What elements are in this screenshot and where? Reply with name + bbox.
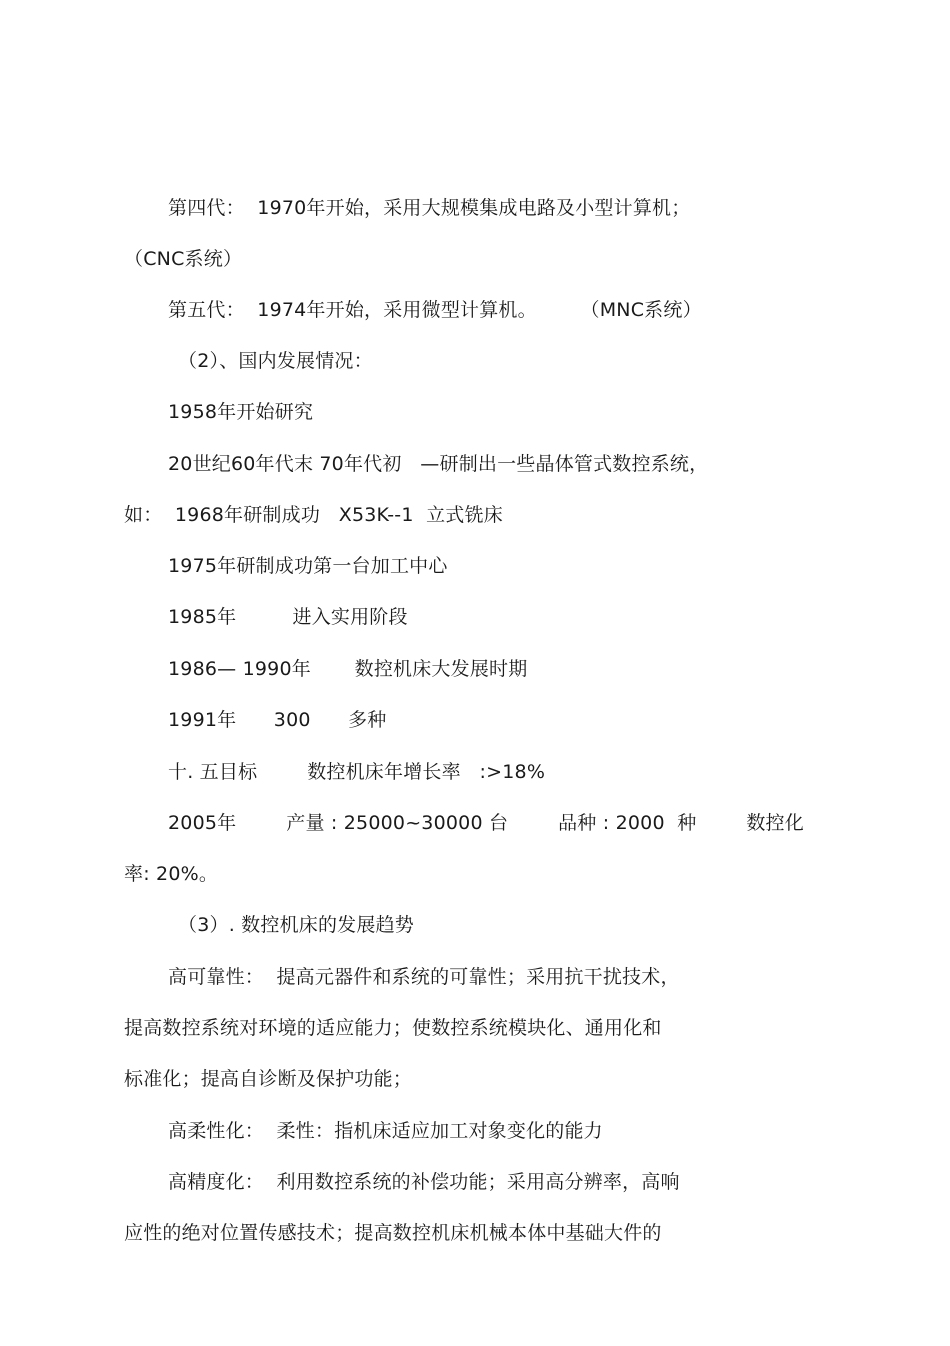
text-line-reliability: 高可靠性： 提高元器件和系统的可靠性；采用抗干扰技术， — [168, 966, 680, 988]
text-line-flexibility: 高柔性化： 柔性：指机床适应加工对象变化的能力 — [168, 1120, 603, 1142]
text-line-fifth-generation: 第五代： 1974年开始，采用微型计算机。 （MNC系统） — [168, 299, 702, 321]
text-line-1986-1990: 1986— 1990年 数控机床大发展时期 — [168, 658, 528, 680]
text-line-reliability-3: 标准化；提高自诊断及保护功能； — [124, 1068, 413, 1090]
text-line-1985: 1985年 进入实用阶段 — [168, 606, 408, 628]
text-line-cnc-system: （CNC系统） — [124, 248, 243, 270]
text-line-precision-2: 应性的绝对位置传感技术；提高数控机床机械本体中基础大件的 — [124, 1222, 662, 1244]
text-line-1991: 1991年 300 多种 — [168, 709, 387, 731]
text-line-2005: 2005年 产量 : 25000~30000 台 品种 : 2000 种 数控化 — [168, 812, 804, 834]
section-heading-trends: （3）. 数控机床的发展趋势 — [178, 914, 414, 936]
text-line-precision: 高精度化： 利用数控系统的补偿功能；采用高分辨率，高响 — [168, 1171, 680, 1193]
section-heading-domestic: （2）、国内发展情况： — [178, 350, 373, 372]
text-line-ten-five-goal: 十. 五目标 数控机床年增长率 :>18% — [168, 761, 546, 783]
text-line-1968: 如： 1968年研制成功 X53K--1 立式铣床 — [124, 504, 503, 526]
text-line-reliability-2: 提高数控系统对环境的适应能力；使数控系统模块化、通用化和 — [124, 1017, 662, 1039]
text-line-1975: 1975年研制成功第一台加工中心 — [168, 555, 448, 577]
text-line-1960s-70s: 20世纪60年代末 70年代初 —研制出一些晶体管式数控系统， — [168, 453, 709, 475]
text-line-fourth-generation: 第四代： 1970年开始，采用大规模集成电路及小型计算机； — [168, 197, 691, 219]
text-line-1958: 1958年开始研究 — [168, 401, 314, 423]
text-line-rate: 率: 20%。 — [124, 863, 219, 885]
